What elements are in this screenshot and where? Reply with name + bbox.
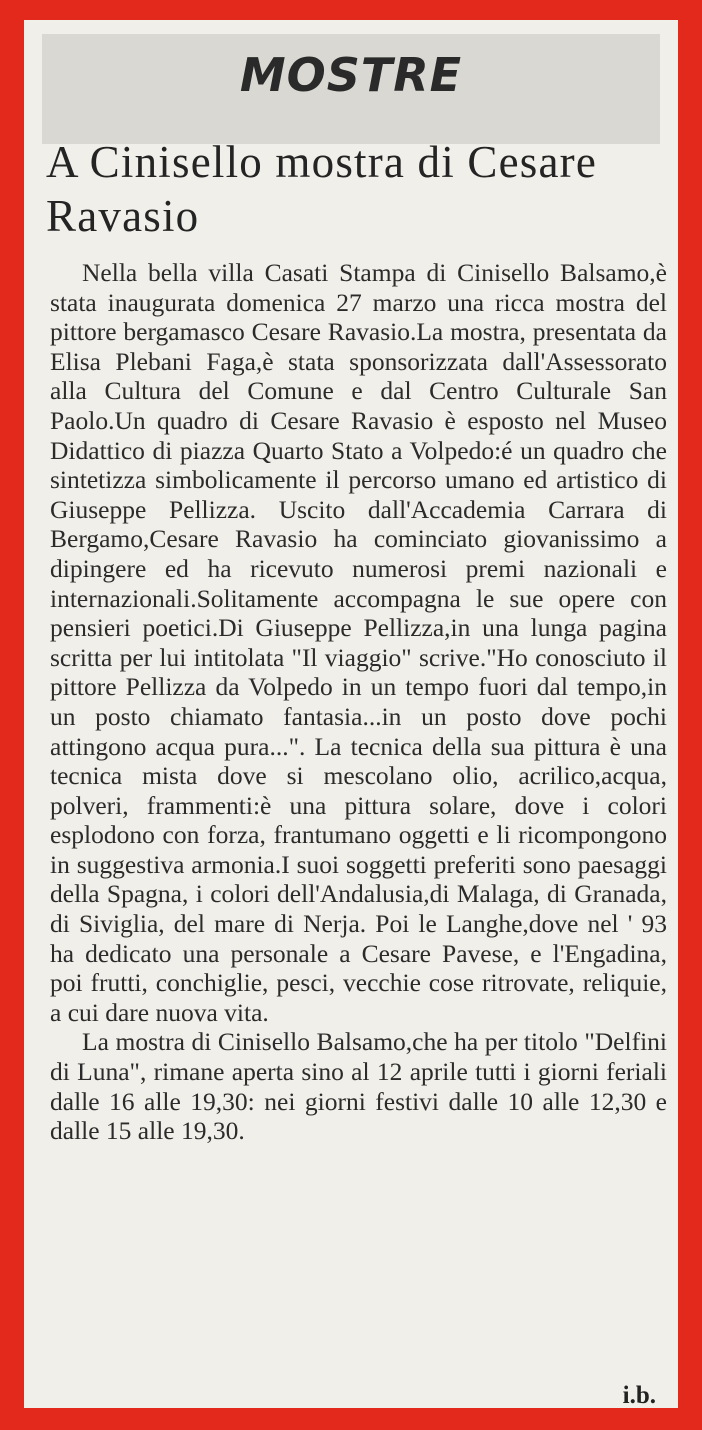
section-header-band <box>42 34 660 144</box>
article-paragraph-2: La mostra di Cinisello Balsamo,che ha per titolo "Delfini di Luna", rimane aperta sino al 12 aprile tutti i giorni feriali dalle 16 alle 19,30: nei giorni festivi dalle 10 alle 12,30 e dalle 15 alle 19,30. <box>50 1027 667 1146</box>
article-body <box>50 258 667 1146</box>
section-rubric: MOSTRE <box>239 48 463 102</box>
newspaper-clipping <box>24 20 678 1408</box>
author-signature: i.b. <box>622 1382 656 1408</box>
article-paragraph-1: Nella bella villa Casati Stampa di Cinisello Balsamo,è stata inaugurata domenica 27 marzo una ricca mostra del pittore bergamasco Cesare Ravasio.La mostra, presentata da Elisa Plebani Faga,è stata sponsorizzata dall'Assessorato alla Cultura del Comune e dal Centro Culturale San Paolo.Un quadro di Cesare Ravasio è esposto nel Museo Didattico di piazza Quarto Stato a Volpedo:é un quadro che sintetizza simbolicamente il percorso umano ed artistico di Giuseppe Pellizza. Uscito dall'Accademia Carrara di Bergamo,Cesare Ravasio ha cominciato giovanissimo a dipingere ed ha ricevuto numerosi premi nazionali e internazionali.Solitamente accompagna le sue opere con pensieri poetici.Di Giuseppe Pellizza,in una lunga pagina scritta per lui intitolata "Il viaggio" scrive."Ho conosciuto il pittore Pellizza da Volpedo in un tempo fuori dal tempo,in un posto chiamato fantasia...in un posto dove pochi attingono acqua pura...". La tecnica della sua pittura è una tecnica mista dove si mescolano olio, acrilico,acqua, polveri, frammenti:è una pittura solare, dove i colori esplodono con forza, frantumano oggetti e li ricompongono in suggestiva armonia.I suoi soggetti preferiti sono paesaggi della Spagna, i colori dell'Andalusia,di Malaga, di Granada, di Siviglia, del mare di Nerja. Poi le Langhe,dove nel ' 93 ha dedicato una personale a Cesare Pavese, e l'Engadina, poi frutti, conchiglie, pesci, vecchie cose ritrovate, reliquie, a cui dare nuova vita. <box>50 258 667 1027</box>
article-headline: A Cinisello mostra di Cesare Ravasio <box>46 137 598 241</box>
